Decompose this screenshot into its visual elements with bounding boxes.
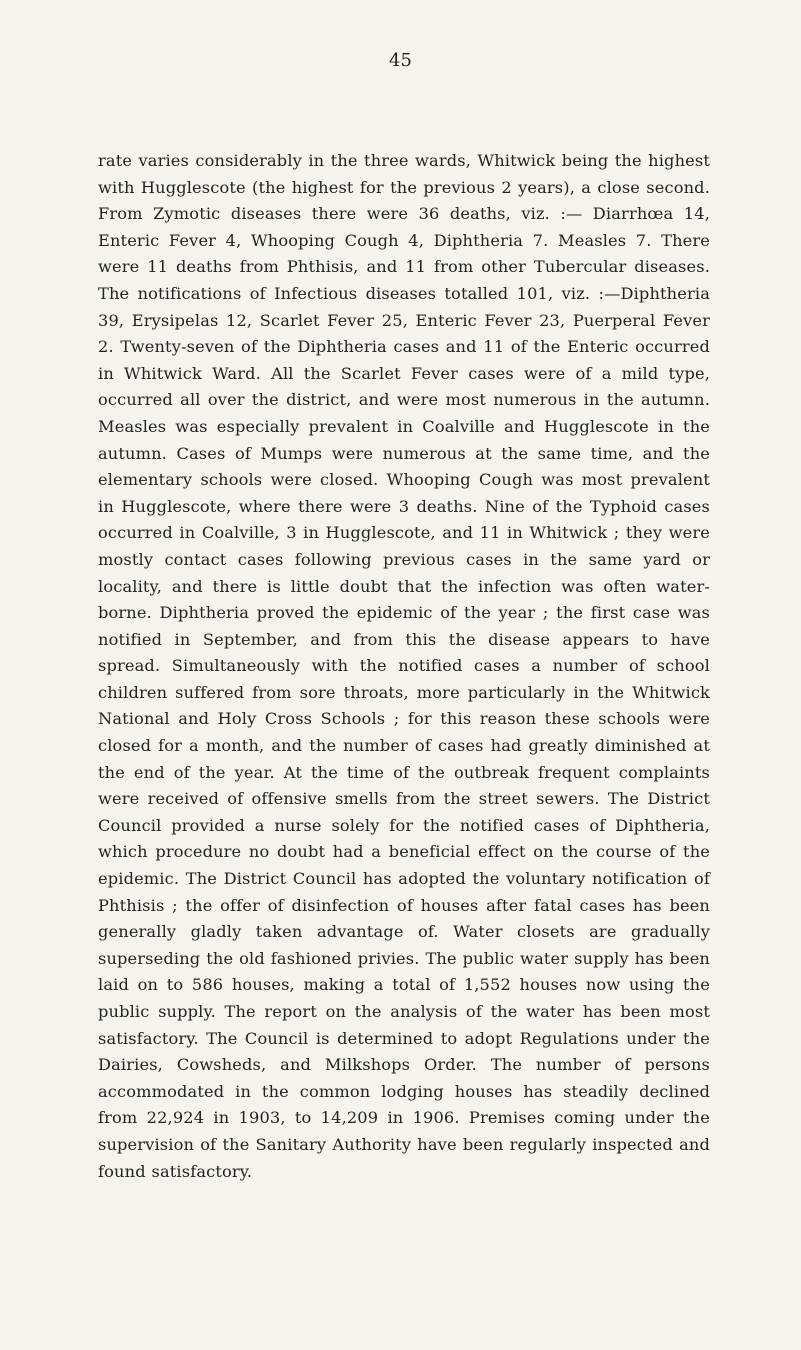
- page-number: 45: [389, 50, 412, 71]
- body-paragraph: rate varies considerably in the three wards, Whitwick being the highest with Hugglescote (the highest for the previous 2 years), a close second. From Zymotic diseases there were 36 deaths, viz. :— Diarrhœa 14, Enteric Fever 4, Whooping Cough 4, Diphtheria 7. Measles 7. There were 11 deaths from Phthisis, and 11 from other Tubercular diseases. The notifications of Infectious diseases totalled 101, viz. :—Diphtheria 39, Erysipelas 12, Scarlet Fever 25, Enteric Fever 23, Puerperal Fever 2. Twenty-seven of the Diphtheria cases and 11 of the Enteric occurred in Whitwick Ward. All the Scarlet Fever cases were of a mild type, occurred all over the district, and were most numerous in the autumn. Measles was especially prevalent in Coalville and Hugglescote in the autumn. Cases of Mumps were numerous at the same time, and the elementary schools were closed. Whooping Cough was most prevalent in Hugglescote, where there were 3 deaths. Nine of the Typhoid cases occurred in Coalville, 3 in Hugglescote, and 11 in Whitwick ; they were mostly contact cases following previous cases in the same yard or locality, and there is little doubt that the infection was often water-borne. Diphtheria proved the epidemic of the year ; the first case was notified in September, and from this the disease appears to have spread. Simultaneously with the notified cases a number of school children suffered from sore throats, more particularly in the Whitwick National and Holy Cross Schools ; for this reason these schools were closed for a month, and the number of cases had greatly diminished at the end of the year. At the time of the outbreak frequent complaints were received of offensive smells from the street sewers. The District Council provided a nurse solely for the notified cases of Diphtheria, which procedure no doubt had a beneficial effect on the course of the epidemic. The District Council has adopted the voluntary notification of Phthisis ; the offer of disinfection of houses after fatal cases has been generally gladly taken advantage of. Water closets are gradually superseding the old fashioned privies. The public water supply has been laid on to 586 houses, making a total of 1,552 houses now using the public supply. The report on the analysis of the water has been most satisfactory. The Council is determined to adopt Regulations under the Dairies, Cowsheds, and Milkshops Order. The number of persons accommodated in the common lodging houses has steadily declined from 22,924 in 1903, to 14,209 in 1906. Premises coming under the supervision of the Sanitary Authority have been regularly inspected and found satisfactory.: [98, 151, 710, 1181]
